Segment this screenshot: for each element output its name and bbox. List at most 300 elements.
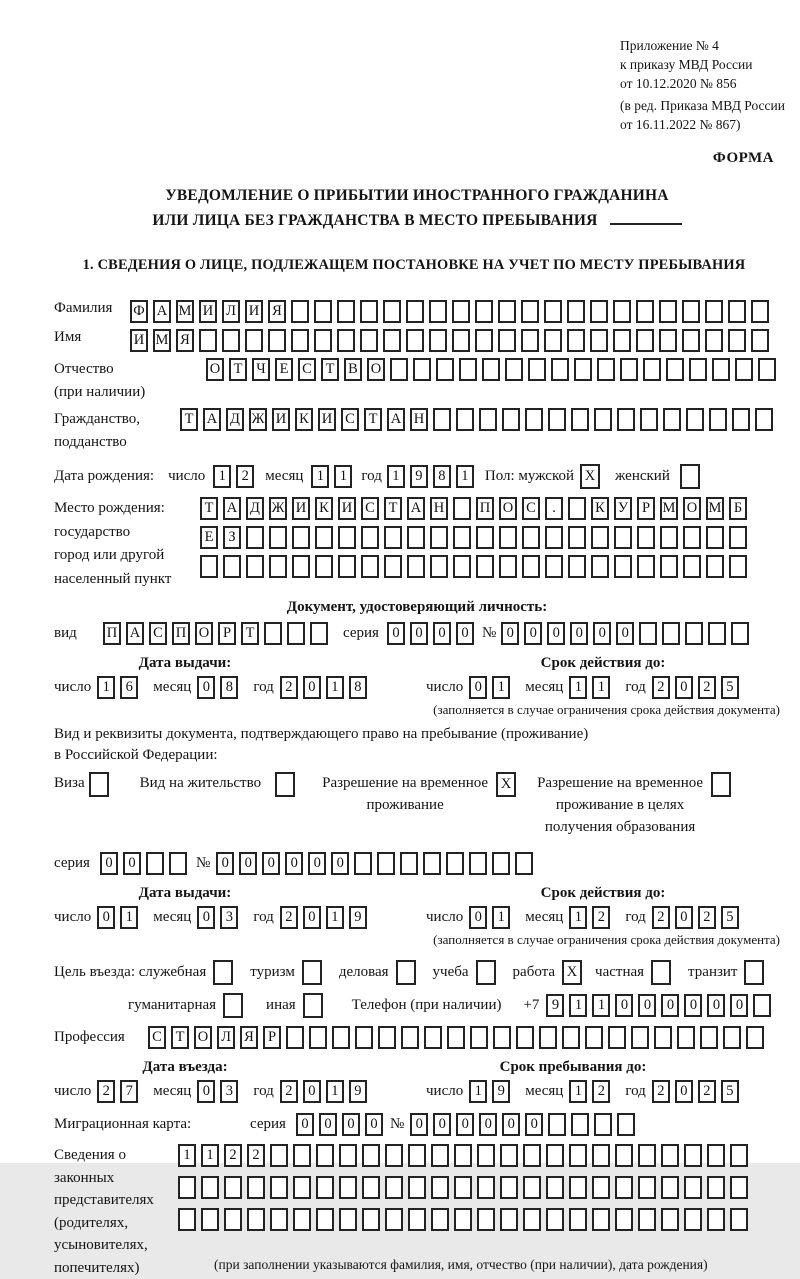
birth-year-cell[interactable]: 9 — [410, 465, 428, 488]
residence-series-cell[interactable] — [169, 852, 187, 875]
residence-issue-month-cell[interactable]: 0 — [197, 906, 215, 929]
residence-expiry-day-cell[interactable]: 0 — [469, 906, 487, 929]
representatives-cell[interactable] — [454, 1176, 472, 1199]
patronymic-cell[interactable]: В — [344, 358, 362, 381]
birth-place-cell[interactable] — [384, 526, 402, 549]
surname-cell[interactable]: Ф — [130, 300, 148, 323]
residence-number-cell[interactable] — [354, 852, 372, 875]
doc-expiry-year-cell[interactable]: 2 — [698, 676, 716, 699]
representatives-cell[interactable] — [569, 1176, 587, 1199]
birth-place-cell[interactable]: О — [683, 497, 701, 520]
birth-place-cell[interactable] — [315, 555, 333, 578]
surname-cell[interactable]: Л — [222, 300, 240, 323]
residence-number-cell[interactable] — [492, 852, 510, 875]
birth-year-cell[interactable]: 1 — [456, 465, 474, 488]
profession-cell[interactable] — [723, 1026, 741, 1049]
representatives-cell[interactable] — [270, 1208, 288, 1231]
name-cell[interactable] — [751, 329, 769, 352]
migration-number-cell[interactable]: 0 — [410, 1113, 428, 1136]
surname-cell[interactable] — [475, 300, 493, 323]
surname-cell[interactable]: И — [245, 300, 263, 323]
doc-number-cell[interactable]: 0 — [570, 622, 588, 645]
name-cell[interactable] — [452, 329, 470, 352]
name-cell[interactable] — [636, 329, 654, 352]
representatives-cell[interactable] — [385, 1144, 403, 1167]
doc-expiry-month-cell[interactable]: 1 — [569, 676, 587, 699]
birth-place-cell[interactable] — [706, 526, 724, 549]
residence-issue-day-cell[interactable]: 0 — [97, 906, 115, 929]
birth-place-cell[interactable] — [338, 555, 356, 578]
residence-issue-year-cell[interactable]: 1 — [326, 906, 344, 929]
phone-cell[interactable]: 0 — [615, 994, 633, 1017]
surname-cell[interactable] — [613, 300, 631, 323]
surname-cell[interactable] — [291, 300, 309, 323]
patronymic-cell[interactable] — [620, 358, 638, 381]
name-cell[interactable]: И — [130, 329, 148, 352]
patronymic-cell[interactable]: О — [206, 358, 224, 381]
representatives-cell[interactable] — [454, 1144, 472, 1167]
option-temp-residence-edu-mark[interactable] — [711, 772, 731, 797]
representatives-cell[interactable] — [270, 1176, 288, 1199]
doc-number-cell[interactable] — [731, 622, 749, 645]
phone-cell[interactable]: 0 — [707, 994, 725, 1017]
sex-female-mark[interactable] — [680, 464, 700, 489]
citizenship-cell[interactable] — [640, 408, 658, 431]
doc-issue-year-cell[interactable]: 0 — [303, 676, 321, 699]
migration-number-cell[interactable] — [571, 1113, 589, 1136]
representatives-cell[interactable] — [270, 1144, 288, 1167]
birth-place-cell[interactable] — [568, 526, 586, 549]
birth-place-cell[interactable] — [430, 526, 448, 549]
profession-cell[interactable] — [401, 1026, 419, 1049]
residence-expiry-day-cell[interactable]: 1 — [492, 906, 510, 929]
profession-cell[interactable] — [700, 1026, 718, 1049]
profession-cell[interactable] — [539, 1026, 557, 1049]
surname-cell[interactable] — [705, 300, 723, 323]
patronymic-cell[interactable]: Е — [275, 358, 293, 381]
patronymic-cell[interactable] — [574, 358, 592, 381]
citizenship-cell[interactable] — [617, 408, 635, 431]
name-cell[interactable]: Я — [176, 329, 194, 352]
migration-series-cell[interactable]: 0 — [296, 1113, 314, 1136]
representatives-cell[interactable] — [385, 1176, 403, 1199]
representatives-cell[interactable] — [707, 1176, 725, 1199]
representatives-cell[interactable] — [523, 1208, 541, 1231]
name-cell[interactable] — [314, 329, 332, 352]
birth-place-cell[interactable]: З — [223, 526, 241, 549]
birth-place-cell[interactable] — [223, 555, 241, 578]
migration-number-cell[interactable]: 0 — [479, 1113, 497, 1136]
residence-number-cell[interactable]: 0 — [216, 852, 234, 875]
entry-day-cell[interactable]: 2 — [97, 1080, 115, 1103]
profession-cell[interactable] — [378, 1026, 396, 1049]
profession-cell[interactable] — [516, 1026, 534, 1049]
residence-number-cell[interactable] — [446, 852, 464, 875]
birth-place-cell[interactable]: И — [338, 497, 356, 520]
surname-cell[interactable] — [751, 300, 769, 323]
birth-place-cell[interactable]: М — [706, 497, 724, 520]
birth-place-cell[interactable] — [269, 555, 287, 578]
name-cell[interactable] — [406, 329, 424, 352]
representatives-cell[interactable] — [523, 1144, 541, 1167]
birth-place-cell[interactable] — [545, 526, 563, 549]
citizenship-cell[interactable]: Ж — [249, 408, 267, 431]
representatives-cell[interactable] — [362, 1144, 380, 1167]
citizenship-cell[interactable] — [709, 408, 727, 431]
patronymic-cell[interactable] — [643, 358, 661, 381]
profession-cell[interactable]: С — [148, 1026, 166, 1049]
migration-series-cell[interactable]: 0 — [365, 1113, 383, 1136]
birth-place-cell[interactable]: Д — [246, 497, 264, 520]
citizenship-cell[interactable]: Т — [180, 408, 198, 431]
profession-cell[interactable] — [746, 1026, 764, 1049]
citizenship-cell[interactable] — [502, 408, 520, 431]
residence-number-cell[interactable] — [400, 852, 418, 875]
birth-place-cell[interactable] — [246, 526, 264, 549]
birth-place-cell[interactable] — [591, 555, 609, 578]
phone-cell[interactable]: 0 — [638, 994, 656, 1017]
representatives-cell[interactable] — [224, 1208, 242, 1231]
stay-year-cell[interactable]: 2 — [652, 1080, 670, 1103]
citizenship-cell[interactable]: А — [387, 408, 405, 431]
patronymic-cell[interactable] — [551, 358, 569, 381]
purpose-business-mark[interactable] — [213, 960, 233, 985]
birth-place-cell[interactable]: С — [361, 497, 379, 520]
birth-place-cell[interactable] — [499, 526, 517, 549]
name-cell[interactable] — [429, 329, 447, 352]
residence-number-cell[interactable] — [423, 852, 441, 875]
birth-place-cell[interactable]: М — [660, 497, 678, 520]
residence-number-cell[interactable] — [515, 852, 533, 875]
representatives-cell[interactable] — [201, 1208, 219, 1231]
surname-cell[interactable] — [337, 300, 355, 323]
profession-cell[interactable] — [309, 1026, 327, 1049]
birth-place-cell[interactable] — [361, 526, 379, 549]
entry-day-cell[interactable]: 7 — [120, 1080, 138, 1103]
surname-cell[interactable] — [406, 300, 424, 323]
name-cell[interactable] — [268, 329, 286, 352]
stay-year-cell[interactable]: 0 — [675, 1080, 693, 1103]
birth-place-cell[interactable] — [591, 526, 609, 549]
patronymic-cell[interactable]: Т — [321, 358, 339, 381]
profession-cell[interactable] — [585, 1026, 603, 1049]
representatives-cell[interactable] — [546, 1176, 564, 1199]
profession-cell[interactable] — [355, 1026, 373, 1049]
surname-cell[interactable]: Я — [268, 300, 286, 323]
profession-cell[interactable] — [424, 1026, 442, 1049]
doc-issue-month-cell[interactable]: 0 — [197, 676, 215, 699]
birth-place-cell[interactable]: Т — [384, 497, 402, 520]
phone-cell[interactable] — [753, 994, 771, 1017]
doc-expiry-year-cell[interactable]: 5 — [721, 676, 739, 699]
birth-place-cell[interactable] — [453, 497, 471, 520]
birth-place-cell[interactable]: К — [591, 497, 609, 520]
name-cell[interactable] — [498, 329, 516, 352]
doc-number-cell[interactable]: 0 — [501, 622, 519, 645]
representatives-cell[interactable] — [684, 1208, 702, 1231]
doc-issue-year-cell[interactable]: 1 — [326, 676, 344, 699]
birth-place-cell[interactable]: Ж — [269, 497, 287, 520]
citizenship-cell[interactable] — [594, 408, 612, 431]
representatives-cell[interactable] — [500, 1208, 518, 1231]
phone-cell[interactable]: 0 — [730, 994, 748, 1017]
surname-cell[interactable] — [636, 300, 654, 323]
representatives-cell[interactable] — [431, 1208, 449, 1231]
citizenship-cell[interactable] — [571, 408, 589, 431]
doc-issue-day-cell[interactable]: 1 — [97, 676, 115, 699]
representatives-cell[interactable] — [316, 1176, 334, 1199]
birth-place-cell[interactable] — [522, 555, 540, 578]
entry-month-cell[interactable]: 0 — [197, 1080, 215, 1103]
representatives-cell[interactable] — [178, 1208, 196, 1231]
option-residence-permit-mark[interactable] — [275, 772, 295, 797]
representatives-cell[interactable] — [247, 1176, 265, 1199]
name-cell[interactable] — [567, 329, 585, 352]
representatives-cell[interactable] — [477, 1208, 495, 1231]
birth-place-cell[interactable]: П — [476, 497, 494, 520]
purpose-commercial-mark[interactable] — [396, 960, 416, 985]
citizenship-cell[interactable] — [732, 408, 750, 431]
birth-place-cell[interactable]: Е — [200, 526, 218, 549]
migration-number-cell[interactable]: 0 — [502, 1113, 520, 1136]
residence-number-cell[interactable]: 0 — [262, 852, 280, 875]
residence-issue-day-cell[interactable]: 1 — [120, 906, 138, 929]
patronymic-cell[interactable]: С — [298, 358, 316, 381]
patronymic-cell[interactable]: О — [367, 358, 385, 381]
birth-place-cell[interactable] — [614, 555, 632, 578]
patronymic-cell[interactable] — [482, 358, 500, 381]
birth-place-cell[interactable] — [200, 555, 218, 578]
doc-series-cell[interactable]: 0 — [410, 622, 428, 645]
representatives-cell[interactable] — [339, 1208, 357, 1231]
purpose-work-mark[interactable]: X — [562, 960, 582, 985]
residence-series-cell[interactable]: 0 — [123, 852, 141, 875]
birth-place-cell[interactable]: У — [614, 497, 632, 520]
patronymic-cell[interactable] — [735, 358, 753, 381]
purpose-other-mark[interactable] — [303, 993, 323, 1018]
citizenship-cell[interactable]: Т — [364, 408, 382, 431]
doc-expiry-year-cell[interactable]: 2 — [652, 676, 670, 699]
residence-expiry-month-cell[interactable]: 2 — [592, 906, 610, 929]
surname-cell[interactable]: А — [153, 300, 171, 323]
representatives-cell[interactable] — [661, 1208, 679, 1231]
name-cell[interactable] — [544, 329, 562, 352]
representatives-cell[interactable] — [615, 1176, 633, 1199]
birth-place-cell[interactable] — [407, 526, 425, 549]
doc-issue-year-cell[interactable]: 2 — [280, 676, 298, 699]
entry-year-cell[interactable]: 2 — [280, 1080, 298, 1103]
citizenship-cell[interactable]: И — [272, 408, 290, 431]
profession-cell[interactable] — [562, 1026, 580, 1049]
birth-place-cell[interactable] — [430, 555, 448, 578]
patronymic-cell[interactable] — [505, 358, 523, 381]
birth-place-cell[interactable] — [568, 555, 586, 578]
doc-issue-day-cell[interactable]: 6 — [120, 676, 138, 699]
surname-cell[interactable] — [728, 300, 746, 323]
doc-series-cell[interactable]: 0 — [433, 622, 451, 645]
migration-number-cell[interactable] — [594, 1113, 612, 1136]
patronymic-cell[interactable]: Т — [229, 358, 247, 381]
representatives-cell[interactable] — [293, 1208, 311, 1231]
residence-expiry-month-cell[interactable]: 1 — [569, 906, 587, 929]
birth-place-cell[interactable] — [407, 555, 425, 578]
representatives-cell[interactable] — [454, 1208, 472, 1231]
representatives-cell[interactable] — [638, 1176, 656, 1199]
representatives-cell[interactable]: 1 — [178, 1144, 196, 1167]
doc-expiry-day-cell[interactable]: 1 — [492, 676, 510, 699]
doc-type-cell[interactable]: А — [126, 622, 144, 645]
representatives-cell[interactable] — [684, 1144, 702, 1167]
birth-place-cell[interactable] — [729, 555, 747, 578]
profession-cell[interactable] — [447, 1026, 465, 1049]
name-cell[interactable] — [521, 329, 539, 352]
representatives-cell[interactable] — [615, 1208, 633, 1231]
doc-number-cell[interactable] — [662, 622, 680, 645]
citizenship-cell[interactable] — [433, 408, 451, 431]
birth-place-cell[interactable]: И — [292, 497, 310, 520]
phone-cell[interactable]: 0 — [684, 994, 702, 1017]
stay-month-cell[interactable]: 2 — [592, 1080, 610, 1103]
representatives-cell[interactable] — [730, 1144, 748, 1167]
birth-place-cell[interactable]: А — [407, 497, 425, 520]
representatives-cell[interactable] — [592, 1144, 610, 1167]
citizenship-cell[interactable] — [456, 408, 474, 431]
entry-year-cell[interactable]: 1 — [326, 1080, 344, 1103]
surname-cell[interactable] — [383, 300, 401, 323]
stay-year-cell[interactable]: 5 — [721, 1080, 739, 1103]
birth-place-cell[interactable] — [545, 555, 563, 578]
name-cell[interactable] — [613, 329, 631, 352]
birth-place-cell[interactable]: Н — [430, 497, 448, 520]
representatives-cell[interactable]: 2 — [247, 1144, 265, 1167]
stay-day-cell[interactable]: 9 — [492, 1080, 510, 1103]
name-cell[interactable] — [291, 329, 309, 352]
name-cell[interactable] — [590, 329, 608, 352]
representatives-cell[interactable] — [523, 1176, 541, 1199]
birth-place-cell[interactable] — [453, 555, 471, 578]
representatives-cell[interactable] — [293, 1176, 311, 1199]
residence-number-cell[interactable]: 0 — [239, 852, 257, 875]
representatives-cell[interactable] — [684, 1176, 702, 1199]
birth-day-cell[interactable]: 1 — [213, 465, 231, 488]
citizenship-cell[interactable]: С — [341, 408, 359, 431]
sex-male-mark[interactable]: X — [580, 464, 600, 489]
representatives-cell[interactable] — [730, 1208, 748, 1231]
surname-cell[interactable] — [567, 300, 585, 323]
representatives-cell[interactable] — [638, 1208, 656, 1231]
birth-place-cell[interactable] — [568, 497, 586, 520]
migration-number-cell[interactable]: 0 — [433, 1113, 451, 1136]
doc-number-cell[interactable]: 0 — [524, 622, 542, 645]
profession-cell[interactable]: Я — [240, 1026, 258, 1049]
patronymic-cell[interactable] — [597, 358, 615, 381]
birth-place-cell[interactable] — [384, 555, 402, 578]
purpose-transit-mark[interactable] — [744, 960, 764, 985]
name-cell[interactable] — [245, 329, 263, 352]
profession-cell[interactable] — [493, 1026, 511, 1049]
citizenship-cell[interactable] — [663, 408, 681, 431]
representatives-cell[interactable] — [408, 1144, 426, 1167]
residence-expiry-year-cell[interactable]: 2 — [698, 906, 716, 929]
name-cell[interactable] — [222, 329, 240, 352]
migration-number-cell[interactable] — [617, 1113, 635, 1136]
phone-cell[interactable]: 9 — [546, 994, 564, 1017]
representatives-cell[interactable] — [661, 1176, 679, 1199]
residence-expiry-year-cell[interactable]: 5 — [721, 906, 739, 929]
residence-issue-year-cell[interactable]: 0 — [303, 906, 321, 929]
name-cell[interactable] — [682, 329, 700, 352]
residence-issue-month-cell[interactable]: 3 — [220, 906, 238, 929]
representatives-cell[interactable] — [638, 1144, 656, 1167]
birth-place-cell[interactable] — [499, 555, 517, 578]
representatives-cell[interactable]: 1 — [201, 1144, 219, 1167]
birth-place-cell[interactable] — [683, 526, 701, 549]
profession-cell[interactable] — [608, 1026, 626, 1049]
doc-number-cell[interactable]: 0 — [616, 622, 634, 645]
surname-cell[interactable] — [498, 300, 516, 323]
birth-place-cell[interactable] — [683, 555, 701, 578]
doc-expiry-month-cell[interactable]: 1 — [592, 676, 610, 699]
doc-number-cell[interactable]: 0 — [547, 622, 565, 645]
surname-cell[interactable] — [521, 300, 539, 323]
birth-place-cell[interactable] — [269, 526, 287, 549]
residence-series-cell[interactable] — [146, 852, 164, 875]
doc-number-cell[interactable]: 0 — [593, 622, 611, 645]
residence-series-cell[interactable]: 0 — [100, 852, 118, 875]
doc-issue-year-cell[interactable]: 8 — [349, 676, 367, 699]
name-cell[interactable] — [360, 329, 378, 352]
residence-expiry-year-cell[interactable]: 0 — [675, 906, 693, 929]
representatives-cell[interactable] — [316, 1208, 334, 1231]
birth-place-cell[interactable] — [706, 555, 724, 578]
patronymic-cell[interactable] — [436, 358, 454, 381]
doc-number-cell[interactable] — [639, 622, 657, 645]
birth-place-cell[interactable] — [637, 526, 655, 549]
birth-place-cell[interactable] — [614, 526, 632, 549]
surname-cell[interactable] — [452, 300, 470, 323]
representatives-cell[interactable] — [362, 1176, 380, 1199]
birth-place-cell[interactable] — [637, 555, 655, 578]
representatives-cell[interactable] — [201, 1176, 219, 1199]
citizenship-cell[interactable] — [755, 408, 773, 431]
residence-issue-year-cell[interactable]: 9 — [349, 906, 367, 929]
doc-number-cell[interactable] — [685, 622, 703, 645]
birth-place-cell[interactable]: К — [315, 497, 333, 520]
phone-cell[interactable]: 1 — [569, 994, 587, 1017]
doc-type-cell[interactable]: Р — [218, 622, 236, 645]
representatives-cell[interactable] — [730, 1176, 748, 1199]
birth-place-cell[interactable] — [292, 526, 310, 549]
representatives-cell[interactable] — [477, 1176, 495, 1199]
phone-cell[interactable]: 1 — [592, 994, 610, 1017]
migration-series-cell[interactable]: 0 — [342, 1113, 360, 1136]
patronymic-cell[interactable] — [459, 358, 477, 381]
stay-day-cell[interactable]: 1 — [469, 1080, 487, 1103]
representatives-cell[interactable] — [431, 1144, 449, 1167]
purpose-tourism-mark[interactable] — [302, 960, 322, 985]
citizenship-cell[interactable] — [479, 408, 497, 431]
surname-cell[interactable] — [659, 300, 677, 323]
representatives-cell[interactable] — [477, 1144, 495, 1167]
birth-place-cell[interactable] — [361, 555, 379, 578]
representatives-cell[interactable]: 2 — [224, 1144, 242, 1167]
doc-series-cell[interactable]: 0 — [387, 622, 405, 645]
migration-number-cell[interactable]: 0 — [525, 1113, 543, 1136]
representatives-cell[interactable] — [408, 1176, 426, 1199]
surname-cell[interactable] — [682, 300, 700, 323]
representatives-cell[interactable] — [500, 1144, 518, 1167]
representatives-cell[interactable] — [592, 1176, 610, 1199]
